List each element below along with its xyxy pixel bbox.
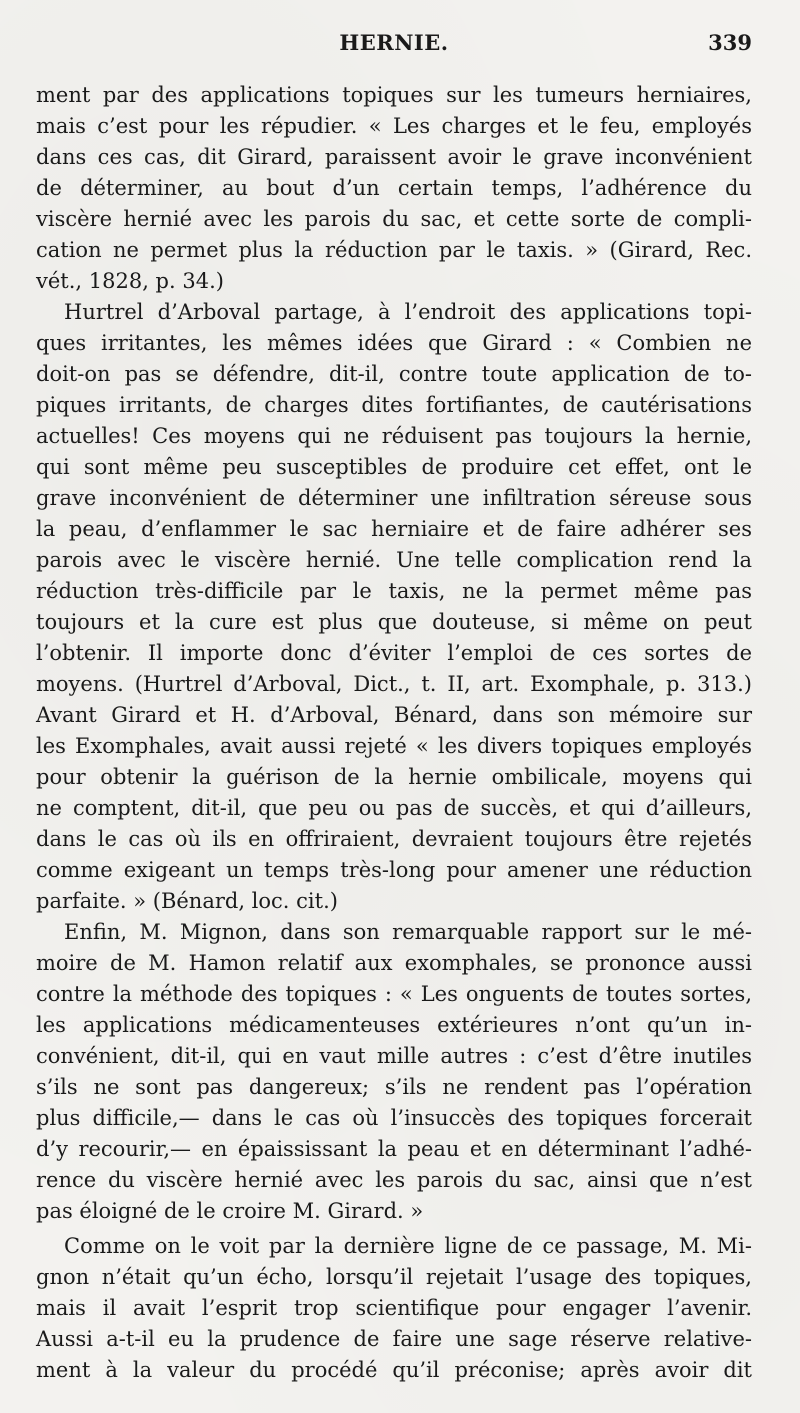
text-line: Hurtrel d’Arboval partage, à l’endroit des applications topi- (64, 300, 752, 324)
text-line: dans le cas où ils en offriraient, devraient toujours être rejetés (36, 827, 752, 851)
text-line: les applications médicamenteuses extérieures n’ont qu’un in- (36, 1013, 752, 1037)
body-text (36, 80, 752, 1386)
text-line: vét., 1828, p. 34.) (36, 269, 224, 293)
text-line: convénient, dit-il, qui en vaut mille autres : c’est d’être inutiles (36, 1044, 752, 1068)
text-line: Enfin, M. Mignon, dans son remarquable rapport sur le mé- (64, 920, 752, 944)
text-line: grave inconvénient de déterminer une infiltration séreuse sous (36, 486, 752, 510)
text-line: toujours et la cure est plus que douteuse, si même on peut (36, 610, 752, 634)
text-line: moire de M. Hamon relatif aux exomphales, se prononce aussi (36, 951, 752, 975)
text-line: gnon n’était qu’un écho, lorsqu’il rejetait l’usage des topiques, (36, 1265, 752, 1289)
text-line: rence du viscère hernié avec les parois du sac, ainsi que n’est (36, 1168, 752, 1192)
text-line: de déterminer, au bout d’un certain temps, l’adhérence du (36, 176, 752, 200)
text-line: piques irritants, de charges dites fortifiantes, de cautérisations (36, 393, 752, 417)
text-line: ques irritantes, les mêmes idées que Girard : « Combien ne (36, 331, 752, 355)
text-line: mais c’est pour les répudier. « Les charges et le feu, employés (36, 114, 752, 138)
text-line: Avant Girard et H. d’Arboval, Bénard, dans son mémoire sur (36, 703, 752, 727)
text-line: ne comptent, dit-il, que peu ou pas de succès, et qui d’ailleurs, (36, 796, 752, 820)
text-line: qui sont même peu susceptibles de produire cet effet, ont le (36, 455, 752, 479)
text-line: actuelles! Ces moyens qui ne réduisent pas toujours la hernie, (36, 424, 752, 448)
text-line: pour obtenir la guérison de la hernie ombilicale, moyens qui (36, 765, 752, 789)
page-header (36, 30, 752, 64)
text-line: Aussi a-t-il eu la prudence de faire une sage réserve relative- (36, 1327, 752, 1351)
text-line: plus difficile,— dans le cas où l’insuccès des topiques forcerait (36, 1106, 752, 1130)
text-line: pas éloigné de le croire M. Girard. » (36, 1199, 424, 1223)
text-line: l’obtenir. Il importe donc d’éviter l’emploi de ces sortes de (36, 641, 752, 665)
text-line: contre la méthode des topiques : « Les onguents de toutes sortes, (36, 982, 752, 1006)
text-line: réduction très-difficile par le taxis, ne la permet même pas (36, 579, 752, 603)
text-line: la peau, d’enflammer le sac herniaire et de faire adhérer ses (36, 517, 752, 541)
text-line: mais il avait l’esprit trop scientifique pour engager l’avenir. (36, 1296, 752, 1320)
text-line: ment à la valeur du procédé qu’il préconise; après avoir dit (36, 1358, 752, 1382)
text-line: s’ils ne sont pas dangereux; s’ils ne rendent pas l’opération (36, 1075, 752, 1099)
text-line: dans ces cas, dit Girard, paraissent avoir le grave inconvénient (36, 145, 752, 169)
running-title: HERNIE. (339, 30, 449, 55)
text-line: viscère hernié avec les parois du sac, et cette sorte de compli- (36, 207, 752, 231)
text-line: parois avec le viscère hernié. Une telle complication rend la (36, 548, 752, 572)
text-line: parfaite. » (Bénard, loc. cit.) (36, 889, 338, 913)
text-line: moyens. (Hurtrel d’Arboval, Dict., t. II, art. Exomphale, p. 313.) (36, 672, 752, 696)
text-line: Comme on le voit par la dernière ligne de ce passage, M. Mi- (64, 1234, 752, 1258)
page-number: 339 (708, 30, 752, 55)
text-line: les Exomphales, avait aussi rejeté « les divers topiques employés (36, 734, 752, 758)
text-line: cation ne permet plus la réduction par le taxis. » (Girard, Rec. (36, 238, 752, 262)
text-line: d’y recourir,— en épaississant la peau et en déterminant l’adhé- (36, 1137, 752, 1161)
text-line: comme exigeant un temps très-long pour amener une réduction (36, 858, 752, 882)
text-line: ment par des applications topiques sur les tumeurs herniaires, (36, 83, 752, 107)
text-line: doit-on pas se défendre, dit-il, contre toute application de to- (36, 362, 752, 386)
